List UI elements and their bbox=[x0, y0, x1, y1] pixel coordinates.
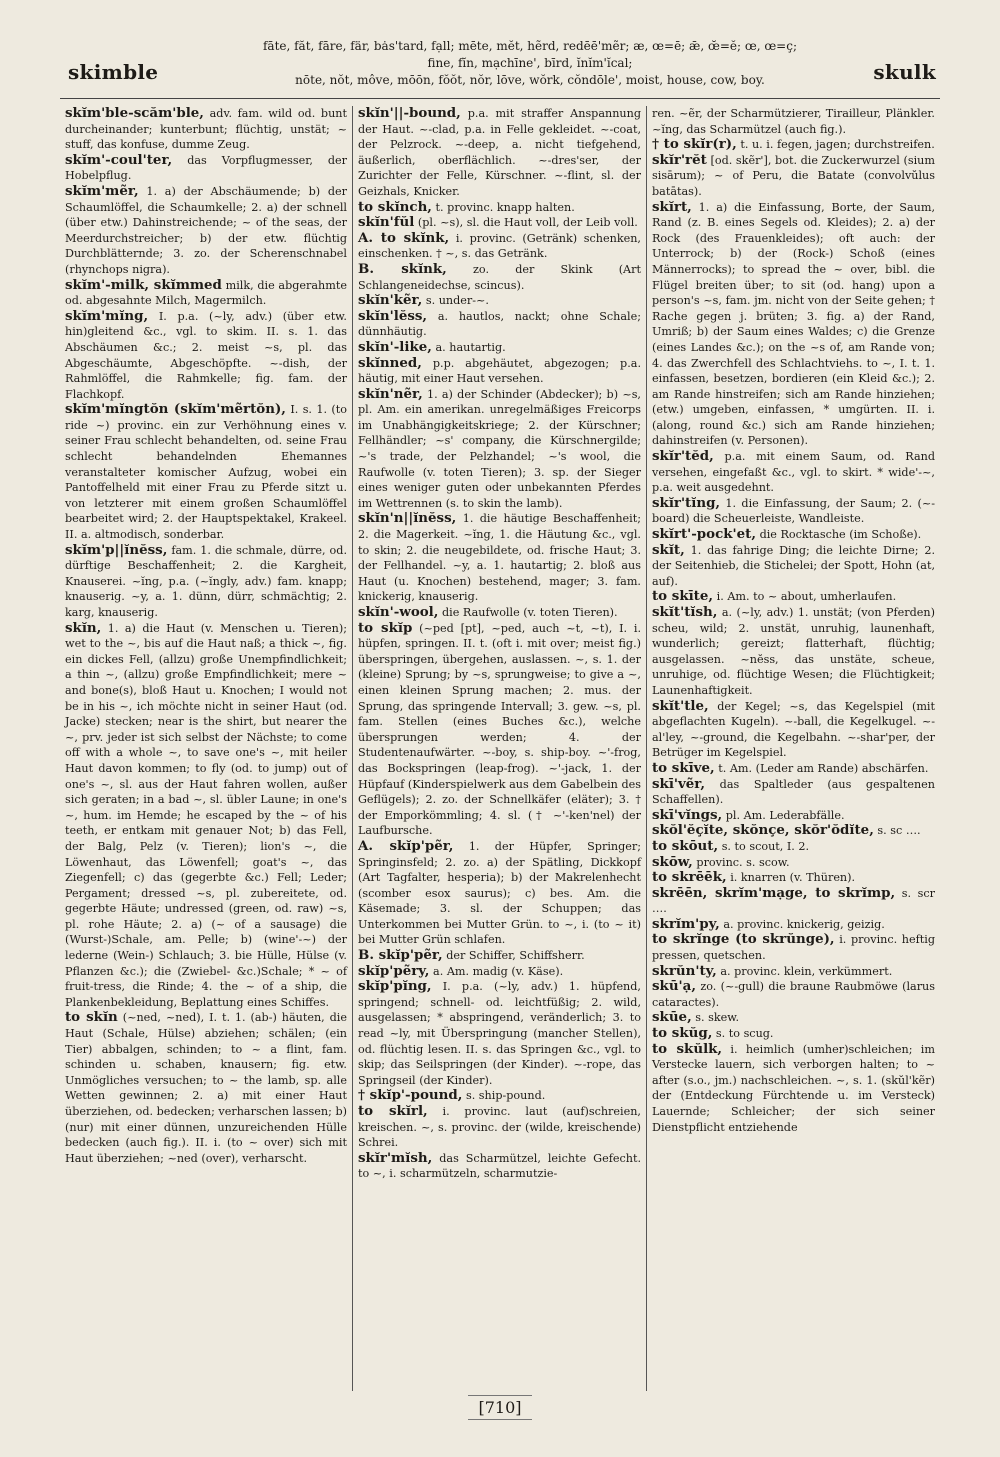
dictionary-entry bbox=[652, 808, 935, 824]
headword: B. skĭp'pẽr, bbox=[358, 947, 443, 964]
definition: [od. skẽr'], bot. die Zuckerwurzel (sium sisārum); ~ of Peru, die Batate (convolvŭlus batātas). bbox=[652, 153, 935, 198]
definition: das Spaltleder (aus gespaltenen Schaffellen). bbox=[652, 777, 935, 807]
headword: skĭm'mĭng, bbox=[65, 307, 149, 324]
headword: skĭn'fŭl bbox=[358, 214, 415, 231]
dictionary-entry bbox=[652, 496, 935, 527]
headword: skĭnned, bbox=[358, 354, 422, 371]
definition: zo. der Skink (Art Schlangeneidechse, scincus). bbox=[358, 262, 641, 292]
dictionary-entry bbox=[358, 979, 641, 1088]
column-1 bbox=[60, 106, 352, 1391]
headword: skĭm'mĭngtŏn (skĭm'mẽrtŏn), bbox=[65, 401, 286, 418]
dictionary-entry bbox=[65, 543, 347, 621]
headword: to skrĭnge (to skrŭnge), bbox=[652, 931, 835, 948]
headword: skĭn'-wool, bbox=[358, 604, 439, 620]
column-3 bbox=[646, 106, 940, 1391]
definition: 1. a) der Schinder (Abdecker); b) ~s, pl. Am. ein amerikan. unregelmäßiges Freicorps im Unabhängigkeitskriege; 2. der Kürschner; Fellhändler; ~s' company, die Kürschnergilde; ~'s trade, der Pelzhandel; ~'s wool, die Raufwolle (v. toten Tieren); 3. sp. der Sieger eines weniger guten oder unbekannten Pferdes im Wettrennen (s. to skin the lamb). bbox=[358, 387, 641, 510]
definition: (~ned, ~ned), I. t. 1. (ab-) häuten, die Haut (Schale, Hülse) abziehen; schälen; (ein Tier) abbalgen, schinden; to ~ a flint, fam. schinden u. schaben, knausern; fig. etw. Unmögliches versuchen; to ~ the lamb, sp. alle Wetten gewinnen; 2. a) mit einer Haut überziehen, od. bedecken; verharschen lassen; b) (nur) mit einer dünnen, unzureichenden Hülle bedecken (auch fig.). II. i. (to ~ over) sich mit Haut überziehen; ~ned (over), verharscht. bbox=[65, 1011, 348, 1165]
definition: zo. (~-gull) die braune Raubmöwe (larus cataractes). bbox=[652, 980, 935, 1009]
definition: a. Am. madig (v. Käse). bbox=[433, 964, 564, 978]
dictionary-entry bbox=[65, 621, 347, 1011]
header-rule bbox=[60, 98, 940, 99]
definition: a. provinc. klein, verkümmert. bbox=[720, 964, 893, 978]
headword: † skĭp'-pound, bbox=[358, 1087, 463, 1104]
headword: skĭr'tĕd, bbox=[652, 448, 714, 465]
headword: to skĭnch, bbox=[358, 198, 432, 215]
definition: 1. das fahrige Ding; die leichte Dirne; 2. der Seitenhieb, die Stichelei; der Spott, Hohn (at, auf). bbox=[652, 543, 936, 588]
dictionary-entry bbox=[652, 543, 935, 590]
headword: skrēēn, skrĭm'mạge, to skrĭmp, bbox=[652, 884, 896, 901]
headword: skĭt'tĭsh, bbox=[652, 604, 718, 620]
definition: i. heimlich (umher)schleichen; im Verstecke lauern, sich verborgen halten; to ~ after (s.o., jm.) nachschleichen. ~, s. 1. (skŭl'kẽr) der (Entdeckung Fürchtende u. im Versteck) Lauernde; Schleicher; der sich seiner Dienstpflicht entziehende bbox=[652, 1042, 935, 1134]
dictionary-entry bbox=[65, 402, 347, 542]
definition: ren. ~ẽr, der Scharmützierer, Tirailleur, Plänkler. ~ĭng, das Scharmützel (auch fig.). bbox=[652, 107, 935, 136]
headword: to skrēēk, bbox=[652, 869, 727, 886]
definition: adv. fam. wild od. bunt durcheinander; kunterbunt; flüchtig, unstät; ~ stuff, das konfuse, dumme Zeug. bbox=[65, 107, 347, 152]
headword: skĭm'-coul'ter, bbox=[65, 151, 173, 168]
definition: der Schiffer, Schiffsherr. bbox=[446, 949, 585, 963]
headword: skōw, bbox=[652, 853, 693, 870]
headword: † to skĭr(r), bbox=[652, 136, 737, 153]
definition: t. provinc. knapp halten. bbox=[435, 200, 575, 214]
dictionary-entry bbox=[358, 262, 641, 293]
definition: s. skew. bbox=[695, 1011, 740, 1025]
pronunciation-line: fine, fĭn, mạchīne', bīrd, ĭnĭm'ĭcal; bbox=[427, 56, 633, 70]
dictionary-entry bbox=[652, 1010, 935, 1026]
definition: der Kegel; ~s, das Kegelspiel (mit abgeflachten Kugeln). ~-ball, die Kegelkugel. ~-al'ley, ~-ground, die Kegelbahn. ~-shar'per, der Betrüger im Kegelspiel. bbox=[652, 699, 936, 760]
headword: skĭn'||-bound, bbox=[358, 106, 461, 121]
definition: s. to scout, I. 2. bbox=[721, 839, 810, 853]
dictionary-entry bbox=[652, 761, 935, 777]
definition: (~ped [pt], ~ped, auch ~t, ~t), I. i. hüpfen, springen. II. t. (oft i. mit over; meist fig.) überspringen, übergehen, auslassen. ~, s. 1. der (kleine) Sprung; by ~s, sprungweise; to give a ~, einen kleinen Sprung machen; 2. mus. der Sprung, das springende Intervall; 3. gew. ~s, pl. fam. Stellen (eines Buches &c.), welche übersprungen werden; 4. der Studentenaufwärter. ~-boy, s. ship-boy. ~'-frog, das Bockspringen (leap-frog). ~'-jack, 1. der Hüpfauf (Kinderspielwerk aus dem Gabelbein des Geflügels); 2. zo. der Schnellkäfer (eläter); 3. † der Emporkömmling; 4. sl. († ~'-ken'nel) der Laufbursche. bbox=[358, 621, 642, 838]
dictionary-entry bbox=[358, 309, 641, 340]
definition: p.a. mit straffer Anspannung der Haut. ~-clad, p.a. in Felle gekleidet. ~-coat, der Pelzrock. ~-deep, a. nicht tiefgehend, äußerlich, oberflächlich. ~-dres'ser, der Zurichter der Felle, Kürschner. ~-flint, sl. der Geizhals, Knicker. bbox=[358, 107, 642, 198]
headword: to skŭg, bbox=[652, 1025, 713, 1042]
dictionary-entry bbox=[652, 932, 935, 963]
dictionary-entry bbox=[652, 1042, 935, 1136]
definition: 1. die häutige Beschaffenheit; 2. die Magerkeit. ~ĭng, 1. die Häutung &c., vgl. to skin; 2. die neugebildete, od. frische Haut; 3. der Fellhandel. ~y, a. 1. hautartig; 2. bloß aus Haut (u. Knochen) bestehend, mager; 3. fam. knickerig, knauserig. bbox=[358, 512, 641, 604]
headword: B. skĭnk, bbox=[358, 260, 447, 277]
definition: i. knarren (v. Thüren). bbox=[730, 871, 856, 885]
dictionary-entry bbox=[358, 200, 641, 216]
dictionary-entry bbox=[358, 948, 641, 964]
dictionary-entry bbox=[358, 231, 641, 262]
definition: das Vorpflugmesser, der Hobelpflug. bbox=[65, 153, 347, 183]
definition: 1. a) die Haut (v. Menschen u. Tieren); wet to the ~, bis auf die Haut naß; a thick ~, fig. ein dickes Fell, (allzu) große Unempfindlichkeit; a thin ~, (allzu) große Empfindlichkeit; mere ~ and bone(s), bloß Haut u. Knochen; I would not be in his ~, ich möchte nicht in seiner Haut (od. Jacke) stecken; near is the shirt, but nearer the ~, prv. jeder ist sich selbst der Nächste; to come off with a whole ~, to save one's ~, mit heiler Haut davon kommen; to fly (od. to jump) out of one's ~, sl. aus der Haut fahren wollen, außer sich geraten; in a bad ~, sl. übler Laune; in one's ~, hum. im Hemde; he escaped by the ~ of his teeth, er entkam mit genauer Not; b) das Fell, der Balg, Pelz (v. Tieren); lion's ~, die Löwenhaut, das Löwenfell; goat's ~, das Ziegenfell; c) das (gegerbte &c.) Fell; Leder; Pergament; dressed ~s, pl. zubereitete, od. gegerbte Häute; undressed (green, od. raw) ~s, pl. rohe Häute; 2. a) (~ of a sausage) die (Wurst-)Schale, am. Pelle; b) (wine'-~) der lederne (Wein-) Schlauch; 3. bie Hülle, Hülse (v. Pflanzen &c.); die (Zwiebel- &c.)Schale; * ~ of fruit-tress, die Rinde; 4. the ~ of a ship, die Plankenbekleidung, Beplattung eines Schiffes. bbox=[65, 621, 347, 1009]
dictionary-entry bbox=[652, 699, 935, 761]
guide-word-left: skimble bbox=[68, 60, 159, 84]
dictionary-entry bbox=[65, 153, 347, 184]
dictionary-entry bbox=[65, 278, 347, 309]
headword: skĭn'kẽr, bbox=[358, 292, 423, 309]
dictionary-entry bbox=[652, 527, 935, 543]
headword: skĭp'pẽry, bbox=[358, 962, 430, 979]
dictionary-entry bbox=[652, 200, 935, 450]
headword: skĭr'tĭng, bbox=[652, 494, 721, 511]
dictionary-entry bbox=[358, 839, 641, 948]
headword: skĭm'mẽr, bbox=[65, 182, 139, 199]
definition: I. p.a. (~ly, adv.) (über etw. hin)gleitend &c., vgl. to skim. II. s. 1. das Abschäumen &c.; 2. meist ~s, pl. das Abgeschäumte, Abgeschöpfte. ~-dish, der Rahmlöffel, die Rahmkelle; fig. fam. der Flachkopf. bbox=[65, 309, 347, 401]
dictionary-entry bbox=[652, 777, 935, 808]
dictionary-entry bbox=[652, 917, 935, 933]
dictionary-entry bbox=[358, 293, 641, 309]
headword: to skīve, bbox=[652, 759, 715, 776]
dictionary-entry bbox=[358, 340, 641, 356]
dictionary-entry bbox=[652, 153, 935, 200]
dictionary-entry bbox=[652, 106, 935, 137]
definition: (pl. ~s), sl. die Haut voll, der Leib voll. bbox=[417, 216, 638, 230]
headword: skrŭn'ty, bbox=[652, 962, 717, 979]
headword: A. skĭp'pẽr, bbox=[358, 837, 454, 854]
headword: skĭn'-like, bbox=[358, 338, 432, 355]
definition: s. to scug. bbox=[715, 1027, 774, 1041]
headword: skūe, bbox=[652, 1009, 692, 1026]
definition: p.a. mit einem Saum, od. Rand versehen, eingefaßt &c., vgl. to skirt. * wide'-~, p.a. weit ausgedehnt. bbox=[652, 450, 935, 495]
dictionary-entry bbox=[652, 449, 935, 496]
definition: pl. Am. Lederabfälle. bbox=[725, 808, 845, 822]
headword: to skĭp bbox=[358, 619, 413, 636]
dictionary-entry bbox=[358, 387, 641, 512]
dictionary-entry bbox=[358, 1104, 641, 1151]
guide-word-right: skulk bbox=[873, 60, 936, 84]
headword: to skīte, bbox=[652, 588, 714, 605]
page-footer bbox=[0, 1395, 1000, 1420]
headword: skĭr'rĕt bbox=[652, 151, 707, 168]
headword: skū'ạ, bbox=[652, 978, 696, 995]
headword: skĭn, bbox=[65, 619, 102, 636]
definition: 1. a) die Einfassung, Borte, der Saum, Rand (z. B. eines Segels od. Kleides); 2. a) der Rock (des Frauenkleides); oft auch: der Unterrock; b) der (Rock-) Schoß (eines Männerrocks); to spread the ~ over, bibl. die Flügel breiten über; to sit (od. hang) upon a person's ~s, fam. jm. nicht von der Seite gehen; † Rache gegen j. brüten; 3. fig. a) der Rand, Umriß; b) der Saum eines Waldes; c) die Grenze (eines Landes &c.); on the ~s of, am Rande von; 4. das Zwerchfell des Schlachtviehs. to ~, I. t. 1. einfassen, besetzen, bordieren (ein Kleid &c.); 2. am Rande hinstreifen; sich am Rande hinziehen; (etw.) umgeben, einfassen, * umgürten. II. i. (along, round &c.) sich am Rande hinziehen; dahinstreifen (v. Personen). bbox=[652, 200, 936, 448]
definition: die Rocktasche (im Schoße). bbox=[759, 528, 922, 542]
dictionary-entry bbox=[358, 356, 641, 387]
dictionary-entry bbox=[65, 184, 347, 278]
entry-columns bbox=[60, 106, 940, 1391]
dictionary-entry bbox=[358, 605, 641, 621]
definition: i. provinc. heftig pressen, quetschen. bbox=[652, 933, 936, 963]
dictionary-entry bbox=[65, 1010, 347, 1166]
definition: a. (~ly, adv.) 1. unstät; (von Pferden) scheu, wild; 2. unstät, unruhig, launenhaft, wunderlich; gereizt; flatterhaft, flüchtig; ausgelassen. ~nĕss, das unstäte, scheue, unruhige, od. flüchtige Wesen; die Flüchtigkeit; Launenhaftigkeit. bbox=[652, 606, 935, 697]
headword: to skŭlk, bbox=[652, 1040, 723, 1057]
headword: skĭm'ble-scăm'ble, bbox=[65, 106, 204, 121]
headword: skī'vĭngs, bbox=[652, 806, 723, 823]
definition: a. hautlos, nackt; ohne Schale; dünnhäutig. bbox=[358, 309, 641, 339]
dictionary-entry bbox=[358, 621, 641, 839]
page-number: [710] bbox=[468, 1395, 531, 1420]
definition: s. under-~. bbox=[425, 294, 489, 308]
headword: to skĭn bbox=[65, 1009, 118, 1026]
headword: A. to skĭnk, bbox=[358, 229, 450, 246]
dictionary-entry bbox=[652, 1026, 935, 1042]
dictionary-entry bbox=[652, 589, 935, 605]
dictionary-entry bbox=[358, 1151, 641, 1182]
dictionary-entry bbox=[65, 309, 347, 403]
definition: s. ship-pound. bbox=[465, 1089, 546, 1103]
definition: p.p. abgehäutet, abgezogen; p.a. häutig, mit einer Haut versehen. bbox=[358, 356, 641, 386]
definition: i. Am. to ~ about, umherlaufen. bbox=[716, 590, 897, 604]
headword: to skōut, bbox=[652, 837, 719, 854]
dictionary-entry bbox=[652, 137, 935, 153]
headword: skĭm'-milk, skĭmmed bbox=[65, 276, 222, 293]
headword: skĭn'lĕss, bbox=[358, 307, 428, 324]
definition: I. s. 1. (to ride ~) provinc. ein zur Verhöhnung eines v. seiner Frau schlecht behandelten, od. seine Frau schlecht behandelnden Ehemannes veranstalteter komischer Aufzug, wobei ein Pantoffelheld mit einer Frau zu Pferde sitzt u. von letzterer mit einem großen Schaumlöffel bearbeitet wird; 2. der Hauptspektakel, Krakeel. II. a. altmodisch, sonderbar. bbox=[65, 403, 347, 542]
headword: skĭt, bbox=[652, 541, 685, 558]
definition: i. provinc. laut (auf)schreien, kreischen. ~, s. provinc. der (wilde, kreischende) Schrei. bbox=[358, 1105, 641, 1150]
dictionary-entry bbox=[65, 106, 347, 153]
definition: das Scharmützel, leichte Gefecht. to ~, i. scharmützeln, scharmutzie- bbox=[358, 1151, 642, 1181]
dictionary-entry bbox=[652, 964, 935, 980]
headword: skĭm'p||ĭnĕss, bbox=[65, 541, 168, 558]
definition: 1. der Hüpfer, Springer; Springinsfeld; 2. zo. a) der Spätling, Dickkopf (Art Tagfalter, hesperia); b) der Makrelenhecht (scomber esox saurus); c) bes. Am. die Käsemade; 3. sl. der Schuppen; das Unterkommen bei Mutter Grün. to ~, i. (to ~ it) bei Mutter Grün schlafen. bbox=[358, 839, 641, 947]
definition: provinc. s. scow. bbox=[696, 855, 790, 869]
headword: skĭp'pĭng, bbox=[358, 978, 432, 995]
dictionary-entry bbox=[652, 605, 935, 699]
definition: s. sc …. bbox=[877, 824, 921, 838]
definition: 1. die Einfassung, der Saum; 2. (~-board) die Scheuerleiste, Wandleiste. bbox=[652, 496, 935, 526]
headword: skĭt'tle, bbox=[652, 697, 709, 714]
definition: s. scr …. bbox=[652, 886, 935, 916]
pronunciation-line: nōte, nŏt, môve, mōōn, fŏŏt, nŏr, lōve, wŏrk, cŏndōle', moist, house, cow, boy. bbox=[295, 73, 765, 87]
dictionary-entry bbox=[358, 1088, 641, 1104]
definition: milk, die abgerahmte od. abgesahnte Milch, Magermilch. bbox=[65, 278, 347, 308]
dictionary-entry bbox=[358, 964, 641, 980]
definition: 1. a) der Abschäumende; b) der Schaumlöffel, die Schaumkelle; 2. a) der schnell (über etw.) Dahinstreichende; ~ of the seas, der Meerdurchstreicher; b) der etw. flüchtig Durchblätternde; 3. zo. der Scherenschnabel (rhynchops nigra). bbox=[65, 184, 347, 276]
dictionary-entry bbox=[358, 215, 641, 231]
dictionary-entry bbox=[652, 823, 935, 839]
headword: skĭn'nẽr, bbox=[358, 385, 423, 402]
headword: skŏl'ĕçĭte, skŏnçe, skŏr'ŏdĭte, bbox=[652, 822, 874, 839]
column-2 bbox=[352, 106, 646, 1391]
definition: fam. 1. die schmale, dürre, od. dürftige Beschaffenheit; 2. die Kargheit, Knauserei. ~ĭng, p.a. (~ĭngly, adv.) fam. knapp; knauserig. ~y, a. 1. dünn, dürr, schmächtig; 2. karg, knauserig. bbox=[65, 543, 347, 619]
dictionary-entry bbox=[652, 855, 935, 871]
dictionary-entry bbox=[652, 839, 935, 855]
page-header bbox=[60, 38, 940, 98]
dictionary-entry bbox=[358, 511, 641, 605]
headword: skĭr'mĭsh, bbox=[358, 1149, 433, 1166]
definition: die Raufwolle (v. toten Tieren). bbox=[442, 606, 618, 619]
headword: skĭrt, bbox=[652, 198, 692, 215]
headword: skrĭm'py, bbox=[652, 915, 720, 932]
definition: a. hautartig. bbox=[435, 340, 506, 354]
dictionary-entry bbox=[652, 870, 935, 886]
headword: skĭn'n||ĭnĕss, bbox=[358, 510, 457, 527]
dictionary-entry bbox=[652, 886, 935, 917]
pronunciation-line: fāte, făt, fāre, fär, bȧs'tard, fạll; mēte, mĕt, hẽrd, redēē'mẽr; æ, œ=ē; ǣ, œ̆=ĕ; œ, œ=ç; bbox=[262, 39, 798, 53]
pronunciation-key bbox=[210, 38, 850, 89]
definition: t. Am. (Leder am Rande) abschärfen. bbox=[718, 761, 929, 775]
headword: skĭrt'-pock'et, bbox=[652, 526, 756, 543]
definition: a. provinc. knickerig, geizig. bbox=[723, 917, 885, 931]
dictionary-entry bbox=[652, 979, 935, 1010]
definition: i. provinc. (Getränk) schenken, einschenken. † ~, s. das Getränk. bbox=[358, 231, 641, 261]
definition: t. u. i. fegen, jagen; durchstreifen. bbox=[740, 138, 935, 152]
dictionary-entry bbox=[358, 106, 641, 200]
definition: I. p.a. (~ly, adv.) 1. hüpfend, springend; schnell- od. leichtfüßig; 2. wild, ausgelassen; * abspringend, veränderlich; 3. to read ~ly, mit Überspringung (mancher Stellen), od. flüchtig lesen. II. s. das Springen &c., vgl. to skip; das Seilspringen (der Kinder). ~-rope, das Springseil (der Kinder). bbox=[358, 980, 641, 1087]
headword: skī'vẽr, bbox=[652, 775, 706, 792]
headword: to skĭrl, bbox=[358, 1103, 428, 1119]
